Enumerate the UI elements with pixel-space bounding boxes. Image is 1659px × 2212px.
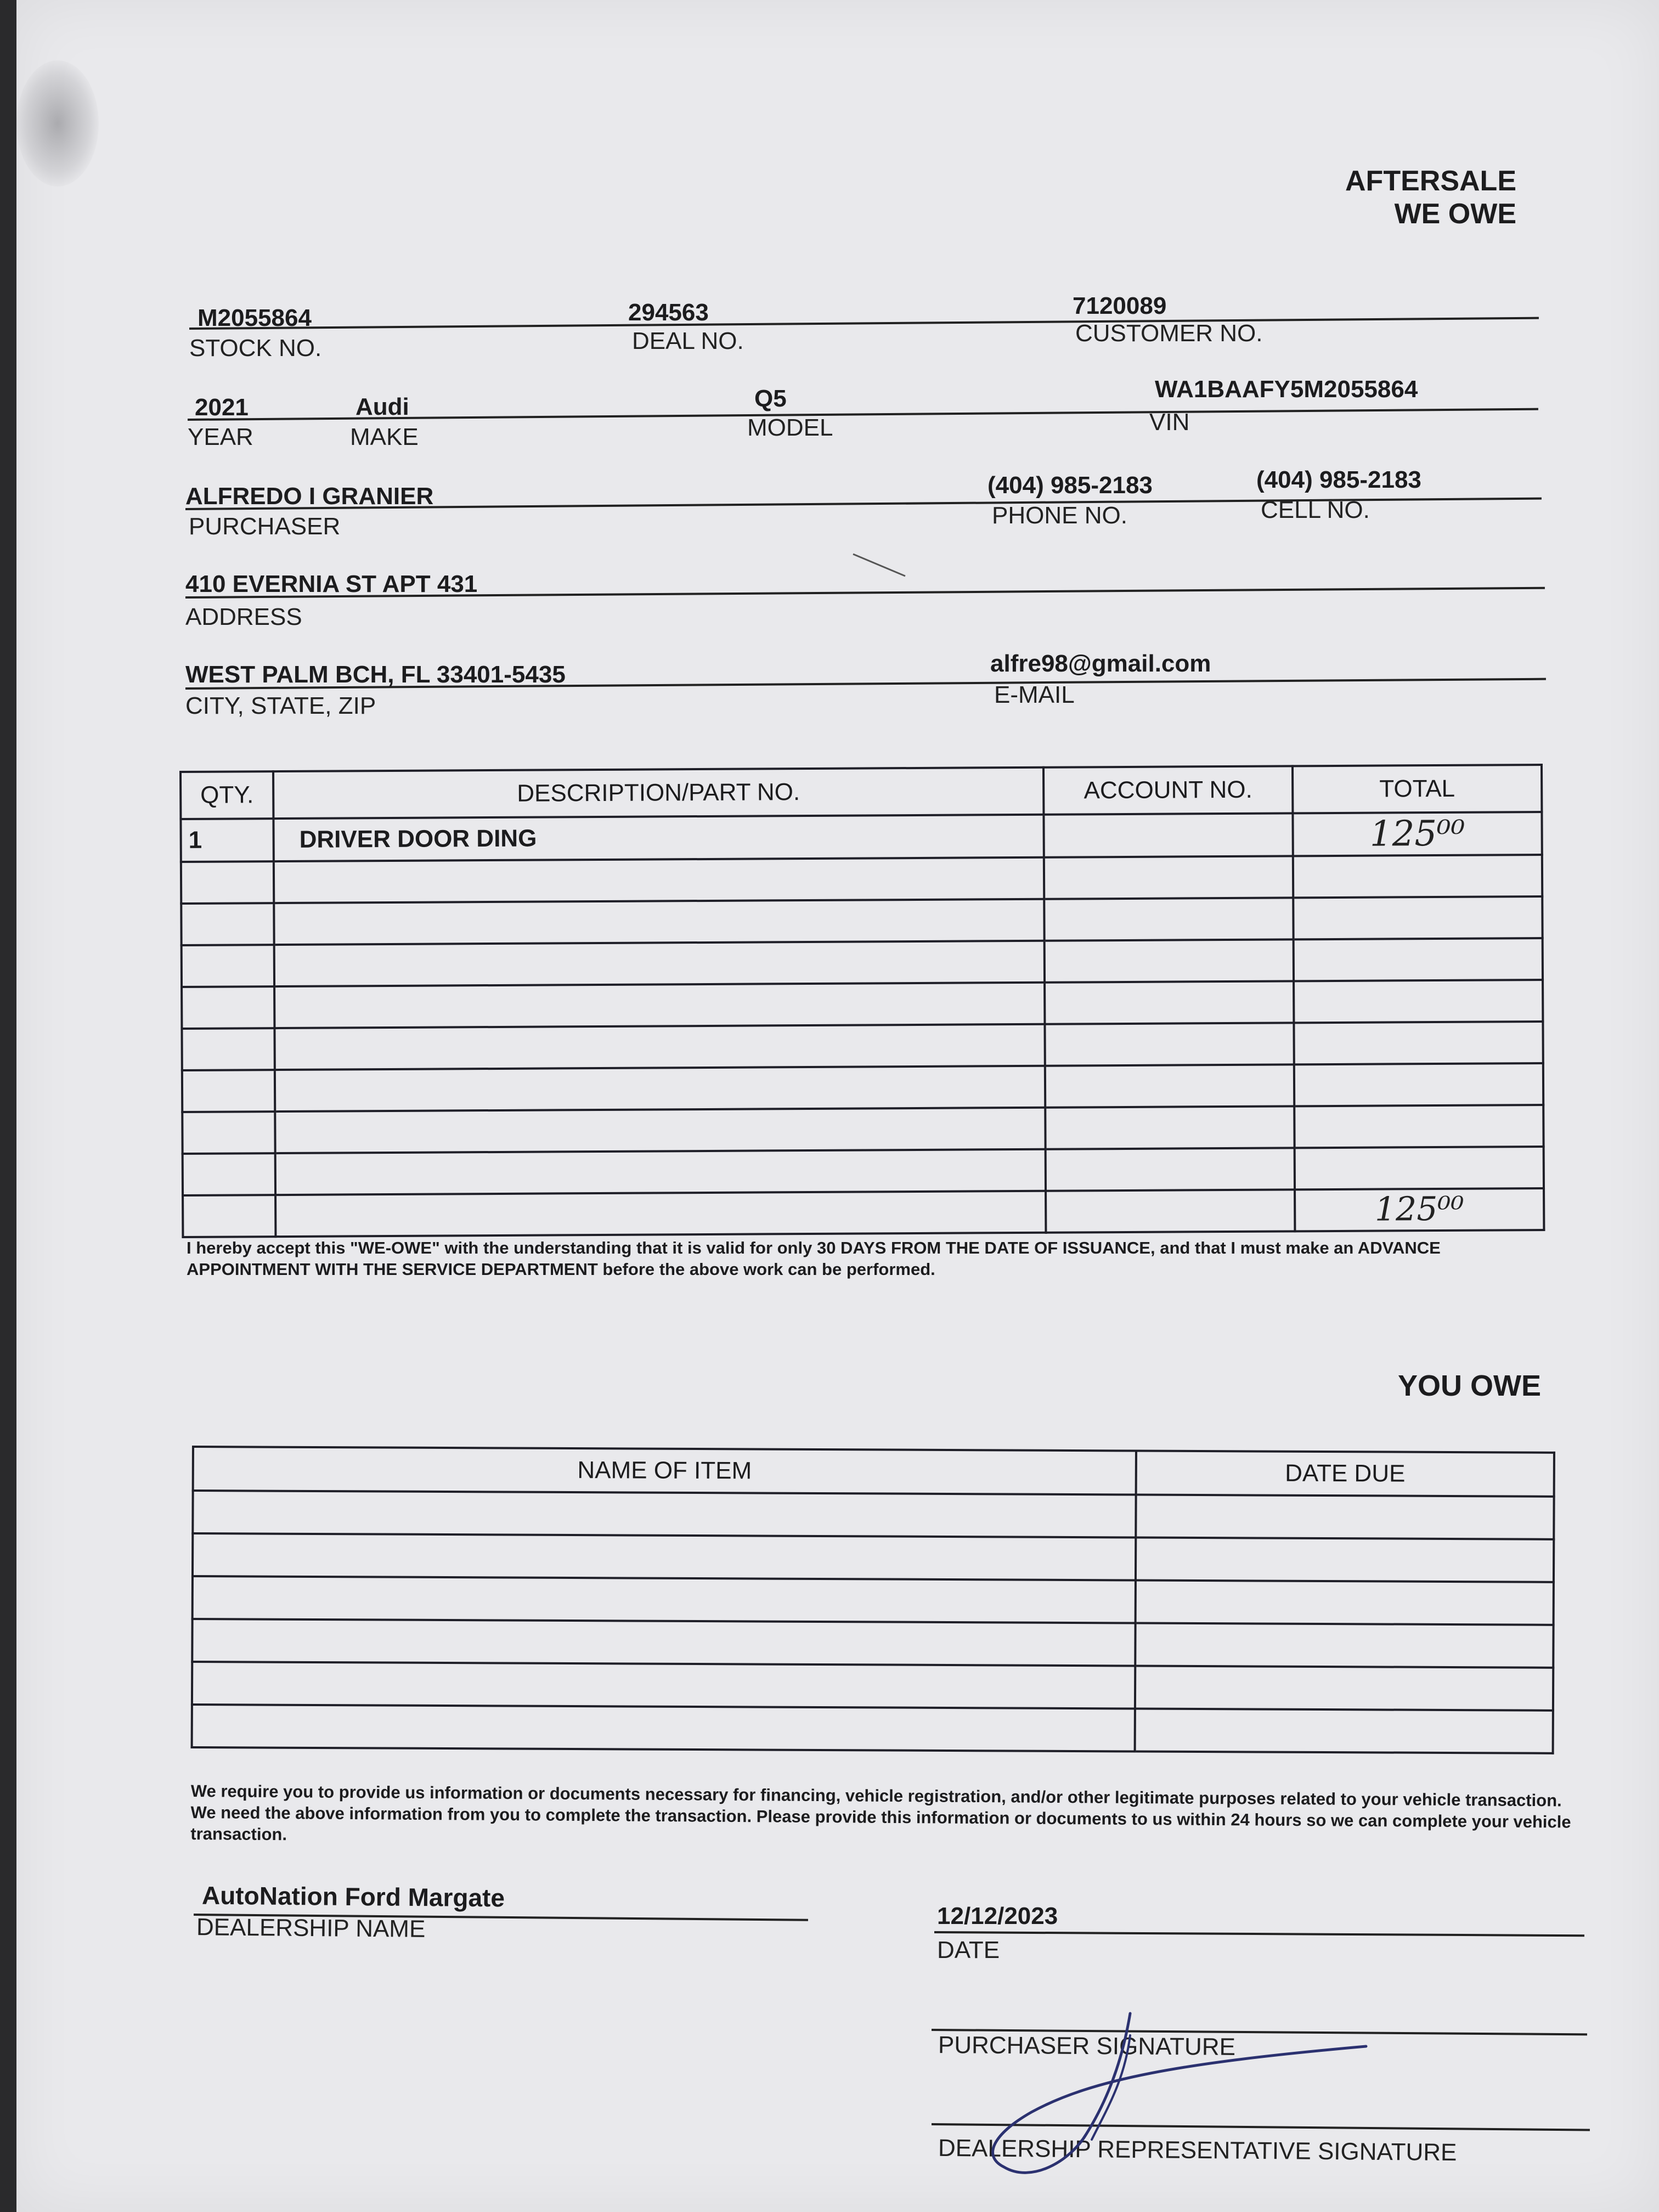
make-label: MAKE bbox=[350, 424, 419, 450]
stock-no-value: M2055864 bbox=[198, 304, 312, 331]
date-value: 12/12/2023 bbox=[937, 1903, 1058, 1929]
table-row bbox=[182, 1022, 1543, 1070]
table-row bbox=[180, 812, 1542, 862]
customer-no-value: 7120089 bbox=[1073, 292, 1167, 319]
purchaser-signature-label: PURCHASER SIGNATURE bbox=[938, 2032, 1236, 2061]
signature-scribble bbox=[949, 2002, 1388, 2189]
model-label: MODEL bbox=[747, 414, 833, 441]
total-header: TOTAL bbox=[1293, 765, 1542, 813]
table-row bbox=[182, 980, 1543, 1029]
description-cell: DRIVER DOOR DING bbox=[273, 815, 1043, 861]
year-label: YEAR bbox=[188, 424, 253, 450]
table-row bbox=[192, 1619, 1553, 1668]
dealership-name-label: DEALERSHIP NAME bbox=[196, 1914, 426, 1943]
cell-no-value: (404) 985-2183 bbox=[1256, 466, 1421, 493]
title-line-1: AFTERSALE bbox=[1345, 165, 1516, 197]
date-label: DATE bbox=[937, 1937, 1000, 1963]
account-cell bbox=[1043, 813, 1293, 857]
phone-no-label: PHONE NO. bbox=[992, 502, 1127, 529]
you-owe-title: YOU OWE bbox=[1397, 1369, 1541, 1402]
account-header: ACCOUNT NO. bbox=[1043, 766, 1293, 814]
date-due-header: DATE DUE bbox=[1136, 1451, 1554, 1497]
we-owe-table bbox=[179, 764, 1545, 1238]
table-row bbox=[193, 1533, 1554, 1582]
table-row bbox=[181, 855, 1542, 904]
cell-no-label: CELL NO. bbox=[1261, 496, 1370, 523]
vin-label: VIN bbox=[1149, 409, 1190, 436]
stock-no-label: STOCK NO. bbox=[189, 335, 322, 362]
title-line-2: WE OWE bbox=[1394, 198, 1516, 230]
we-owe-header-row bbox=[180, 765, 1542, 819]
you-owe-notice: We require you to provide us information or documents necessary for financing, vehicle registration, and/or other legitimate purposes related to your vehicle transaction. We need the above information from you to complete the transaction. Please provide this information or documents to us within 24 hours so we can complete your vehicle transaction. bbox=[190, 1781, 1571, 1844]
we-owe-notice: I hereby accept this "WE-OWE" with the understanding that it is valid for only 30 DAYS FROM THE DATE OF ISSUANCE, and that I must make an ADVANCE APPOINTMENT WITH THE SERVICE DEPARTMENT before the above work can be performed. bbox=[187, 1238, 1441, 1279]
address-value: 410 EVERNIA ST APT 431 bbox=[185, 571, 478, 597]
year-value: 2021 bbox=[195, 394, 249, 421]
purchaser-value: ALFREDO I GRANIER bbox=[185, 483, 434, 510]
city-state-zip-value: WEST PALM BCH, FL 33401-5435 bbox=[185, 661, 566, 688]
smudge-mark bbox=[16, 60, 99, 187]
stray-mark bbox=[850, 549, 911, 582]
table-row bbox=[183, 1147, 1544, 1195]
table-row bbox=[182, 1063, 1543, 1112]
qty-cell: 1 bbox=[180, 819, 273, 862]
grand-total-row bbox=[183, 1188, 1544, 1237]
you-owe-header-row bbox=[193, 1447, 1554, 1497]
form-page bbox=[16, 0, 1659, 2212]
email-value: alfre98@gmail.com bbox=[990, 650, 1211, 677]
table-row bbox=[193, 1576, 1554, 1625]
table-row bbox=[182, 938, 1543, 987]
you-owe-table bbox=[191, 1446, 1555, 1754]
table-row bbox=[192, 1662, 1553, 1711]
dealer-signature-label: DEALERSHIP REPRESENTATIVE SIGNATURE bbox=[938, 2134, 1457, 2166]
grand-total-cell bbox=[1295, 1188, 1544, 1231]
model-value: Q5 bbox=[754, 385, 787, 412]
handwritten-grand-total: 125⁰⁰ bbox=[1374, 1189, 1464, 1229]
table-row bbox=[182, 1105, 1543, 1154]
qty-header: QTY. bbox=[180, 771, 273, 819]
deal-no-label: DEAL NO. bbox=[632, 328, 744, 354]
item-name-header: NAME OF ITEM bbox=[193, 1447, 1136, 1494]
description-header: DESCRIPTION/PART NO. bbox=[273, 768, 1043, 819]
table-row bbox=[193, 1491, 1554, 1539]
purchaser-label: PURCHASER bbox=[189, 513, 341, 540]
city-state-zip-label: CITY, STATE, ZIP bbox=[185, 692, 376, 719]
customer-no-label: CUSTOMER NO. bbox=[1075, 320, 1263, 347]
make-value: Audi bbox=[356, 393, 409, 420]
table-row bbox=[181, 896, 1542, 945]
vin-value: WA1BAAFY5M2055864 bbox=[1155, 376, 1418, 403]
table-row bbox=[192, 1705, 1553, 1753]
date-underline bbox=[934, 1931, 1584, 1937]
deal-no-value: 294563 bbox=[628, 299, 709, 326]
email-label: E-MAIL bbox=[994, 681, 1075, 708]
dealership-name-value: AutoNation Ford Margate bbox=[201, 1881, 505, 1912]
address-label: ADDRESS bbox=[185, 603, 302, 630]
form-title bbox=[1345, 165, 1516, 230]
row1-underline bbox=[189, 317, 1539, 330]
phone-no-value: (404) 985-2183 bbox=[988, 472, 1153, 499]
total-cell bbox=[1293, 812, 1542, 856]
handwritten-total: 125⁰⁰ bbox=[1369, 813, 1465, 855]
